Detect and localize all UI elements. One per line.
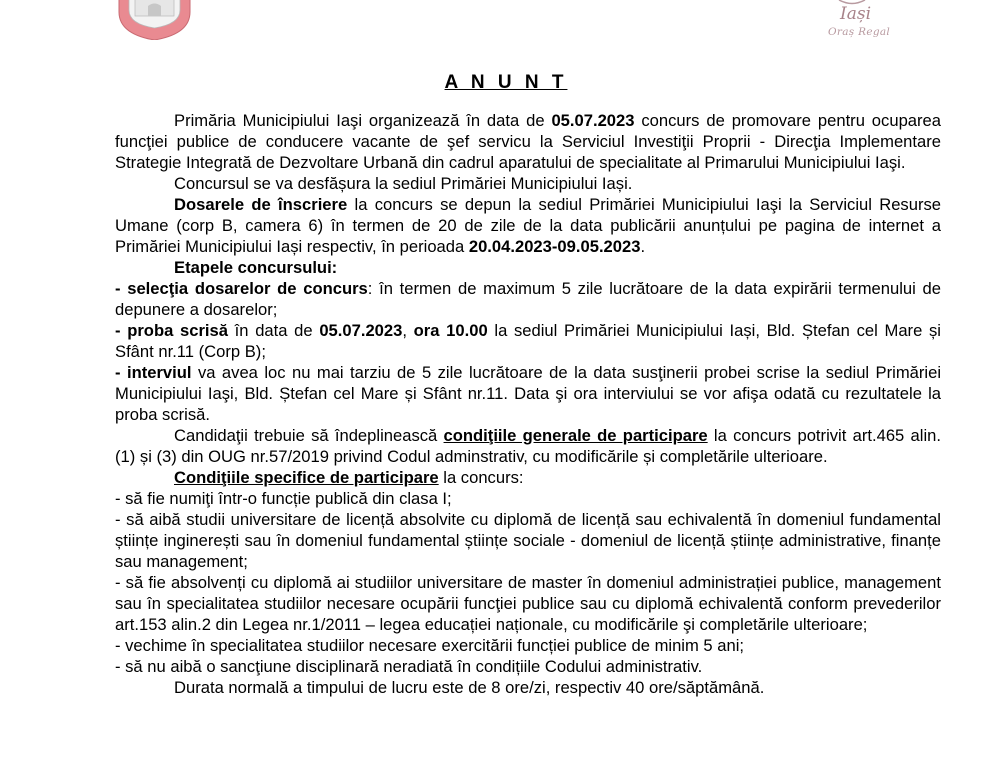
paragraph-working-hours: Durata normală a timpului de lucru este de 8 ore/zi, respectiv 40 ore/săptămână. [174, 678, 765, 697]
stages-heading: Etapele concursului: [174, 258, 338, 277]
condition-item: - vechime în specialitatea studiilor necesare exercitării funcției publice de minim 5 ani; [115, 636, 745, 655]
application-period: 20.04.2023-09.05.2023 [468, 237, 641, 256]
applications-end: . [640, 237, 646, 256]
stage-written-label: - proba scrisă [115, 321, 228, 340]
stage-selection-text: : în termen de maximum 5 zile lucrătoare de la data expirării termenului de depunere a dosarelor; [115, 279, 941, 319]
iasi-logo [826, 0, 904, 52]
document-body [115, 110, 941, 698]
document-title: A N U N T [444, 72, 568, 93]
specific-conditions-label: Condiţiile specifice de participare [174, 468, 439, 487]
stage-written-sep: , [402, 321, 414, 340]
general-conditions-label: condiţiile generale de participare [443, 426, 708, 445]
intro-text-2: concurs de promovare pentru ocuparea funcţiei publice de conducere vacante de şef servicu la Serviciul Investiţii Proprii - Direcţia Implementare Strategie Integrată de Dezvoltare Urbană din cadrul aparatului de specialitate al Primarului Municipiului Iaşi. [115, 111, 942, 172]
applications-heading: Dosarele de înscriere [174, 195, 348, 214]
general-conditions-text-2: la concurs potrivit art.465 alin.(1) și (3) din OUG nr.57/2019 privind Codul adminstrativ, cu modificările și completările ulterioare. [115, 426, 941, 466]
logo-name: Iași [840, 4, 872, 24]
paragraph-location: Concursul se va desfășura la sediul Primăriei Municipiului Iași. [174, 174, 633, 193]
stage-written-text: în data de [227, 321, 320, 340]
paragraph-general-conditions [115, 425, 941, 467]
contest-date: 05.07.2023 [551, 111, 635, 130]
paragraph-intro [115, 110, 941, 173]
written-test-time: ora 10.00 [413, 321, 488, 340]
condition-item: - să aibă studii universitare de licență absolvite cu diplomă de licență sau echivalentă în domeniul fundamental științe inginerești sau în domeniul fundamental științe sociale - domeniul de licență științe administrative, finanțe sau management; [115, 510, 941, 571]
stage-selection [115, 278, 941, 320]
condition-item: - să fie numiţi într-o funcție publică din clasa I; [115, 489, 452, 508]
stage-interview [115, 362, 941, 425]
intro-text: Primăria Municipiului Iaşi organizează în data de [174, 111, 552, 130]
general-conditions-text: Candidaţii trebuie să îndeplinească [174, 426, 444, 445]
paragraph-specific-conditions [115, 467, 941, 488]
city-coat-of-arms-icon [117, 0, 192, 40]
condition-item: - să nu aibă o sancţiune disciplinară neradiată în condițiile Codului administrativ. [115, 657, 703, 676]
condition-item: - să fie absolvenți cu diplomă ai studiilor universitare de master în domeniul administrației publice, management sau în specialitatea studiilor necesare ocupării funcţiei publice sau cu diplomă echivalentă conform prevederilor art.153 alin.2 din Legea nr.1/2011 – legea educației naționale, cu modificările şi completările ulterioare; [115, 573, 941, 634]
applications-text: la concurs se depun la sediul Primăriei Municipiului Iaşi la Serviciul Resurse Umane (corp B, camera 6) în termen de 20 de zile de la data publicării anunțului pe pagina de internet a Primăriei Municipiului Iași respectiv, în perioada [115, 195, 942, 256]
specific-conditions-text: la concurs: [438, 468, 524, 487]
logo-subtitle: Oraș Regal [828, 26, 891, 38]
paragraph-applications [115, 194, 941, 257]
stage-interview-label: - interviul [115, 363, 192, 382]
stage-interview-text: va avea loc nu mai tarziu de 5 zile lucrătoare de la data susţinerii probei scrise la sediul Primăriei Municipiului Iaşi, Bld. Ștefan cel Mare și Sfânt nr.11. Data şi ora interviului se vor afişa odată cu rezultatele la proba scrisă. [115, 363, 942, 424]
stage-written-location: la sediul Primăriei Municipiului Iași, Bld. Ștefan cel Mare și Sfânt nr.11 (Corp B); [115, 321, 941, 361]
stage-written-test [115, 320, 941, 362]
stage-selection-label: - selecţia dosarelor de concurs [115, 279, 368, 298]
written-test-date: 05.07.2023 [319, 321, 403, 340]
